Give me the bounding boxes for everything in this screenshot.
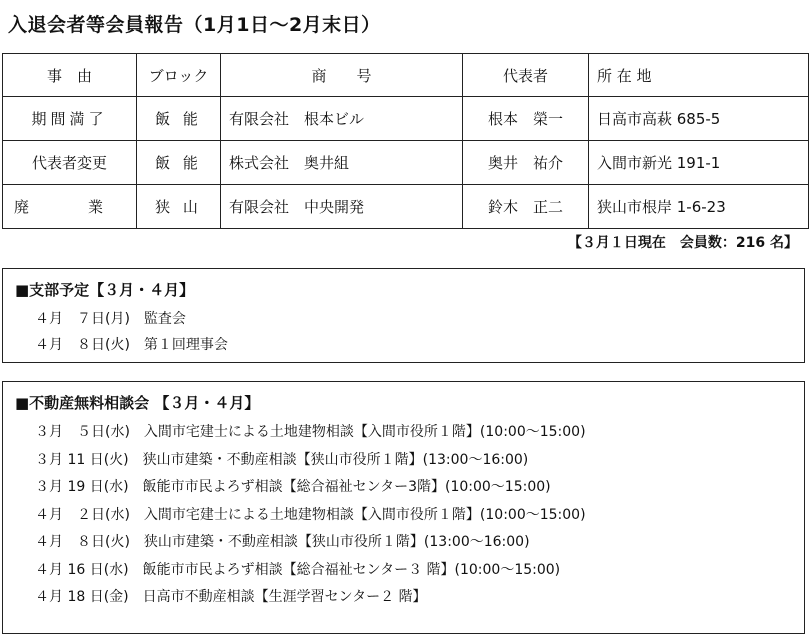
branch-schedule-box: [2, 268, 805, 363]
list-item: ３月 11 日(火) 狭山市建築・不動産相談【狭山市役所１階】(13:00～16:00): [35, 451, 529, 468]
table-row: [3, 97, 809, 141]
list-item: ４月 ２日(水) 入間市宅建士による土地建物相談【入間市役所１階】(10:00～15:00): [35, 506, 586, 523]
cell-address: 狭山市根岸 1-6-23: [589, 185, 809, 229]
list-item: ４月 ７日(月) 監査会: [35, 311, 186, 327]
member-report-table: [2, 53, 809, 229]
cell-trade-name: 有限会社 中央開発: [221, 185, 463, 229]
list-item: ４月 ８日(火) 第１回理事会: [35, 337, 228, 353]
cell-representative: 奥井 祐介: [463, 141, 589, 185]
cell-representative: 鈴木 正二: [463, 185, 589, 229]
cell-trade-name: 株式会社 奥井組: [221, 141, 463, 185]
branch-schedule-title: ■支部予定【３月・４月】: [15, 281, 195, 299]
cell-representative: 根本 榮一: [463, 97, 589, 141]
list-item: ３月 ５日(水) 入間市宅建士による土地建物相談【入間市役所１階】(10:00～15:00): [35, 424, 586, 440]
header-address: 所 在 地: [589, 54, 809, 97]
table-header-row: [3, 54, 809, 97]
table-row: [3, 185, 809, 229]
list-item: ４月 18 日(金) 日高市不動産相談【生涯学習センター２ 階】: [35, 589, 427, 605]
branch-schedule-list: [35, 306, 228, 358]
cell-address: 日高市高萩 685-5: [589, 97, 809, 141]
header-reason: 事 由: [3, 54, 137, 97]
cell-address: 入間市新光 191-1: [589, 141, 809, 185]
cell-reason: 期間満了: [3, 97, 137, 141]
cell-block: 狭 山: [137, 185, 221, 229]
list-item: ４月 ８日(火) 狭山市建築・不動産相談【狭山市役所１階】(13:00～16:00): [35, 534, 530, 550]
consultation-title: ■不動産無料相談会 【３月・４月】: [15, 394, 260, 412]
list-item: ３月 19 日(水) 飯能市市民よろず相談【総合福祉センター3階】(10:00～15:00): [35, 479, 551, 495]
consultation-box: [2, 381, 805, 634]
cell-trade-name: 有限会社 根本ビル: [221, 97, 463, 141]
cell-reason: 代表者変更: [3, 141, 137, 185]
header-block: ブロック: [137, 54, 221, 97]
page-title: 入退会者等会員報告（1月1日～2月末日）: [8, 14, 381, 36]
table-row: [3, 141, 809, 185]
header-trade-name: 商 号: [221, 54, 463, 97]
list-item: ４月 16 日(水) 飯能市市民よろず相談【総合福祉センター３ 階】(10:00～15:00): [35, 561, 561, 578]
consultation-list: [35, 419, 586, 612]
cell-block: 飯 能: [137, 97, 221, 141]
cell-reason: 廃 業: [3, 185, 137, 229]
cell-block: 飯 能: [137, 141, 221, 185]
member-count-note: 【３月１日現在 会員数：216 名】: [567, 235, 798, 251]
header-representative: 代表者: [463, 54, 589, 97]
